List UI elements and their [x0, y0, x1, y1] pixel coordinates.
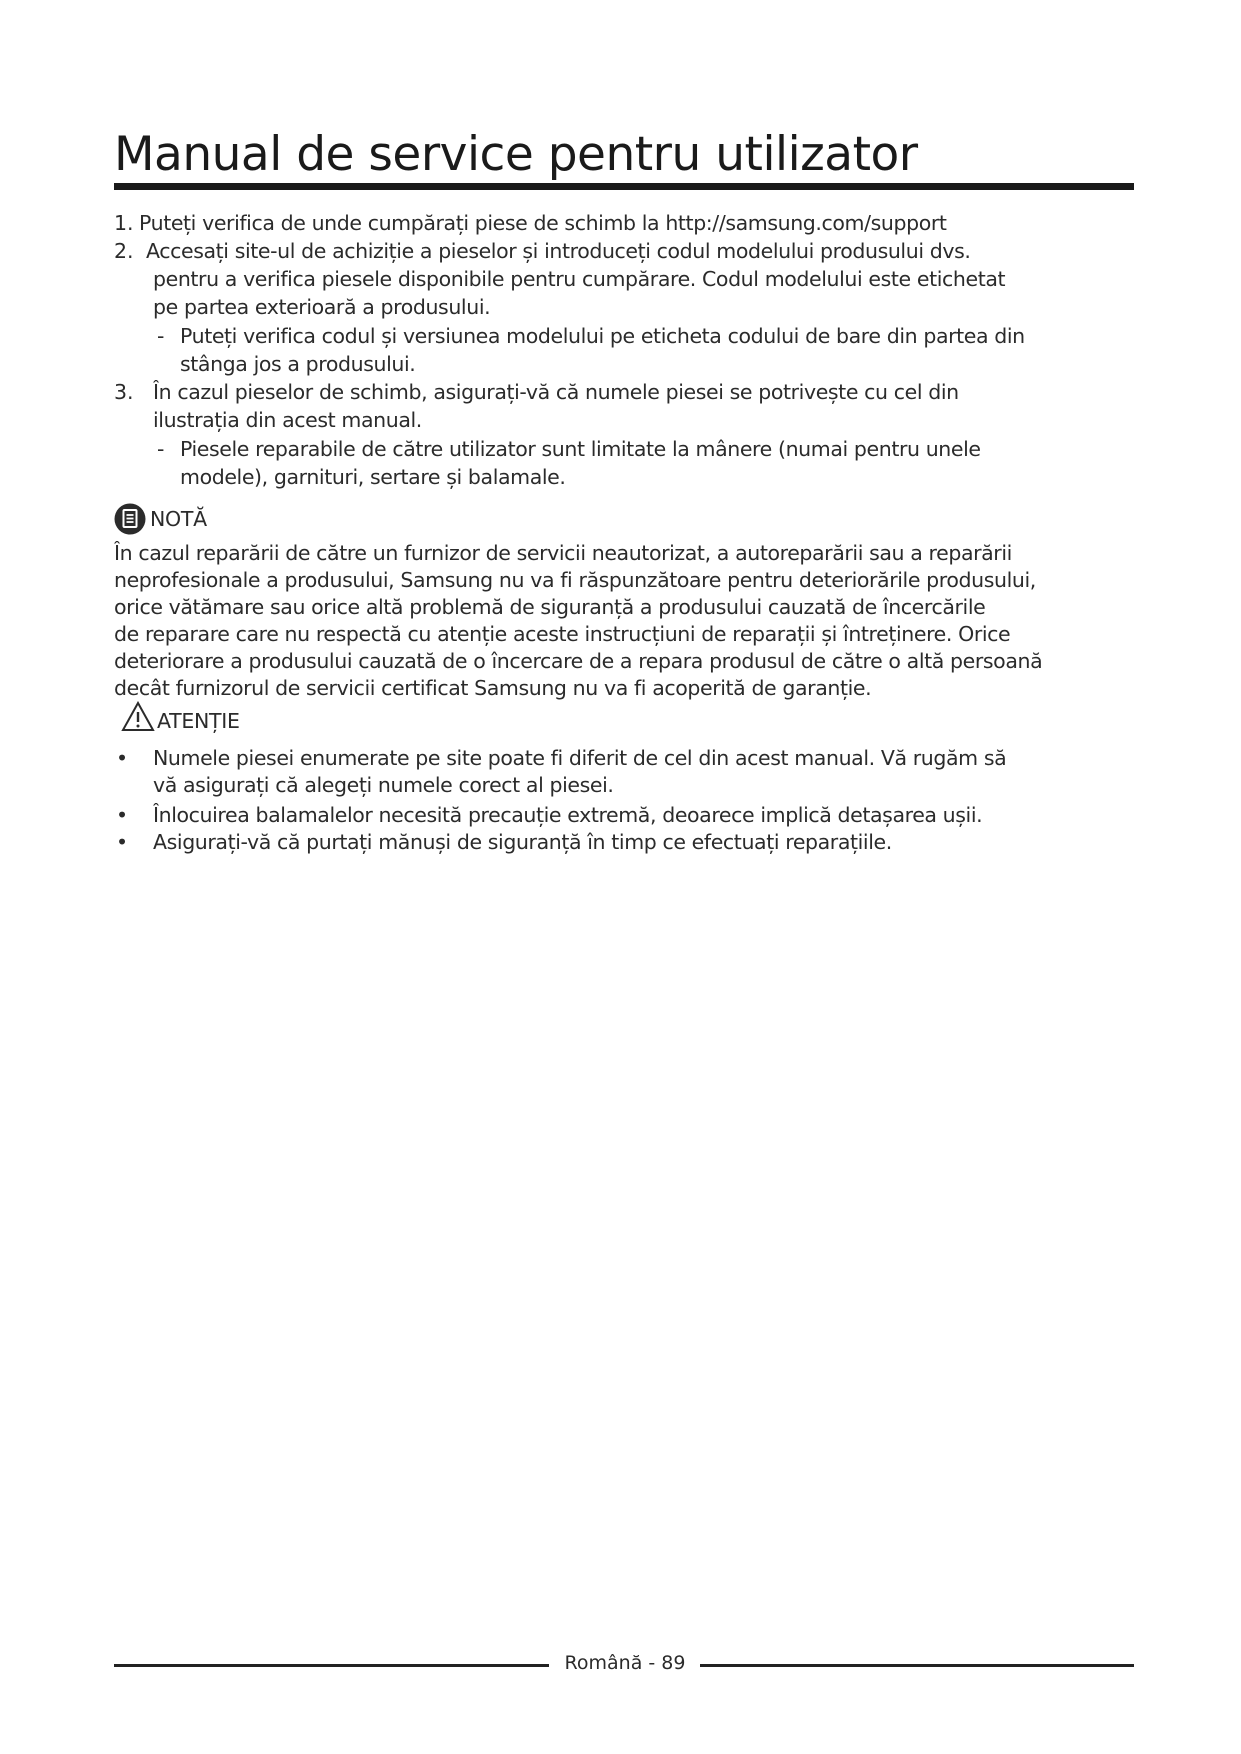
step-text: Puteți verifica de unde cumpărați piese de schimb la http://samsung.com/support: [139, 211, 947, 235]
caution-item-text: Înlocuirea balamalelor necesită precauție extremă, deoarece implică detașarea ușii.: [153, 803, 983, 827]
bullet: •: [116, 746, 129, 770]
sub-item-dash: -: [157, 437, 165, 461]
note-text: În cazul reparării de către un furnizor de servicii neautorizat, a autoreparării sau a reparării: [114, 541, 1012, 565]
caution-item-text: Asigurați-vă că purtați mănuși de siguranță în timp ce efectuați reparațiile.: [153, 830, 892, 854]
page-number: Română - 89: [564, 1652, 686, 1674]
sub-item-text: modele), garnituri, sertare și balamale.: [180, 465, 566, 489]
note-text: orice vătămare sau orice altă problemă de siguranță a produsului cauzată de încercările: [114, 595, 986, 619]
step-text: În cazul pieselor de schimb, asigurați-vă că numele piesei se potrivește cu cel din: [153, 380, 959, 404]
note-text: decât furnizorul de servicii certificat Samsung nu va fi acoperită de garanție.: [114, 676, 872, 700]
step-number: 3.: [114, 380, 134, 404]
step-text: pe partea exterioară a produsului.: [153, 295, 491, 319]
footer-rule-left: [114, 1664, 549, 1667]
step-number: 1.: [114, 211, 134, 235]
warning-triangle-icon: [121, 701, 155, 732]
title-divider: [114, 183, 1134, 190]
sub-item-dash: -: [157, 324, 165, 348]
page-title: Manual de service pentru utilizator: [114, 127, 918, 182]
step-text: ilustrația din acest manual.: [153, 408, 422, 432]
footer-rule-right: [700, 1664, 1134, 1667]
sub-item-text: Piesele reparabile de către utilizator sunt limitate la mânere (numai pentru unele: [180, 437, 981, 461]
bullet: •: [116, 803, 129, 827]
step-number: 2.: [114, 239, 134, 263]
note-label: NOTĂ: [150, 507, 207, 531]
step-text: Accesați site-ul de achiziție a pieselor și introduceți codul modelului produsului dvs.: [146, 239, 971, 263]
note-text: de reparare care nu respectă cu atenție aceste instrucțiuni de reparații și întreținere. Orice: [114, 622, 1011, 646]
step-text: pentru a verifica piesele disponibile pentru cumpărare. Codul modelului este etichetat: [153, 267, 1006, 291]
caution-item-text: Numele piesei enumerate pe site poate fi diferit de cel din acest manual. Vă rugăm să: [153, 746, 1007, 770]
caution-label: ATENȚIE: [157, 709, 240, 733]
note-icon: [114, 503, 146, 535]
bullet: •: [116, 830, 129, 854]
note-text: neprofesionale a produsului, Samsung nu va fi răspunzătoare pentru deteriorările produsului,: [114, 568, 1036, 592]
note-text: deteriorare a produsului cauzată de o încercare de a repara produsul de către o altă persoană: [114, 649, 1043, 673]
sub-item-text: Puteți verifica codul și versiunea modelului pe eticheta codului de bare din partea din: [180, 324, 1025, 348]
caution-item-text: vă asigurați că alegeți numele corect al piesei.: [153, 773, 614, 797]
sub-item-text: stânga jos a produsului.: [180, 352, 416, 376]
